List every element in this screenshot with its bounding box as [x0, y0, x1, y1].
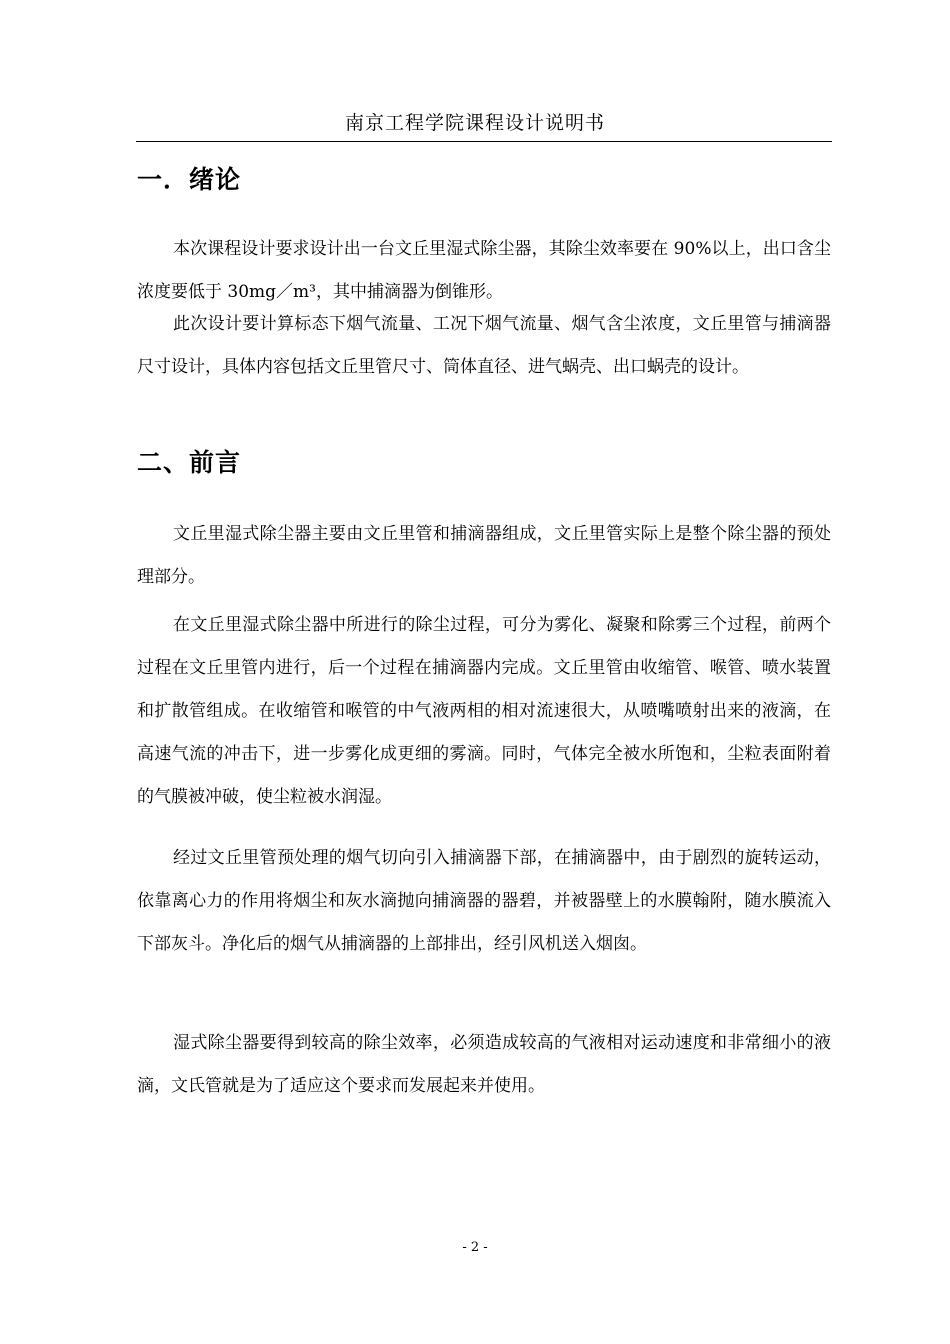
- paragraph: 此次设计要计算标态下烟气流量、工况下烟气流量、烟气含尘浓度，文丘里管与捕滴器尺寸设计，具体内容包括文丘里管尺寸、筒体直径、进气蜗壳、出口蜗壳的设计。: [137, 314, 831, 377]
- header-rule: [136, 141, 832, 142]
- paragraph: 在文丘里湿式除尘器中所进行的除尘过程，可分为雾化、凝聚和除雾三个过程，前两个过程在文丘里管内进行，后一个过程在捕滴器内完成。文丘里管由收缩管、喉管、喷水装置和扩散管组成。在收缩管和喉管的中气液两相的相对流速很大，从喷嘴喷射出来的液滴，在高速气流的冲击下，进一步雾化成更细的雾滴。同时，气体完全被水所饱和，尘粒表面附着的气膜被冲破，使尘粒被水润湿。: [137, 615, 831, 807]
- paragraph: 文丘里湿式除尘器主要由文丘里管和捕滴器组成，文丘里管实际上是整个除尘器的预处理部分。: [137, 524, 831, 587]
- paragraph: 湿式除尘器要得到较高的除尘效率，必须造成较高的气液相对运动速度和非常细小的液滴，文氏管就是为了适应这个要求而发展起来并使用。: [137, 1033, 831, 1096]
- section-heading-introduction: 一．绪论: [137, 165, 242, 194]
- section-heading-preface: 二、前言: [137, 448, 242, 477]
- page-number: - 2 -: [462, 1240, 488, 1255]
- page-header-title: 南京工程学院课程设计说明书: [344, 112, 605, 134]
- paragraph: 经过文丘里管预处理的烟气切向引入捕滴器下部，在捕滴器中，由于剧烈的旋转运动，依靠离心力的作用将烟尘和灰水滴抛向捕滴器的器碧，并被器壁上的水膜翰附，随水膜流入下部灰斗。净化后的烟气从捕滴器的上部排出，经引风机送入烟囱。: [137, 848, 831, 954]
- paragraph: 本次课程设计要求设计出一台文丘里湿式除尘器，其除尘效率要在 90%以上，出口含尘浓度要低于 30mg／m³，其中捕滴器为倒锥形。: [137, 239, 831, 302]
